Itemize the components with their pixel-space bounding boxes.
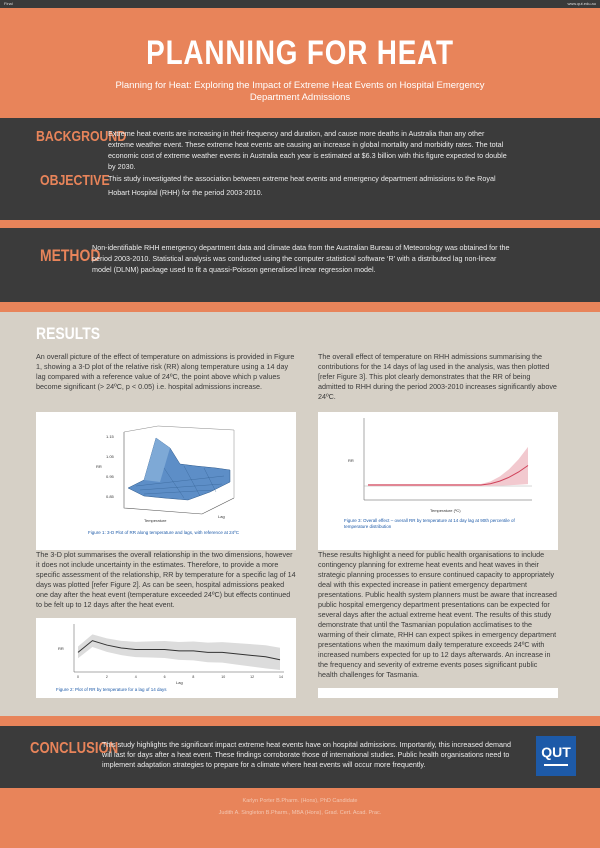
background-text: Extreme heat events are increasing in their frequency and duration, and cause more deaths in Australia than any other extreme weather event. These extreme heat events are causing an increase in global mortality and morbidity rates. The total economic cost of extreme weather events in Australia each year is estimated at $6.3 billion with this figure expected to double by 2030. — [108, 129, 507, 171]
figure-2-plot — [52, 618, 292, 686]
fig2-x-tick-8: 8 — [192, 675, 195, 679]
results-panel — [0, 312, 600, 716]
figure-3-caption: Figure 3: Overall effect – overall RR by temperature at 14 day lag at 90th percentile of temperature distribution — [344, 518, 515, 529]
fig1-x-label: Temperature — [144, 518, 167, 523]
fig2-x-tick-12: 12 — [250, 675, 255, 679]
figure-1 — [84, 418, 248, 540]
fig1-y-label: Lag — [218, 514, 225, 519]
fig1-z-tick-4: 0.85 — [106, 494, 114, 499]
method-heading: METHOD — [40, 246, 101, 265]
fig2-x-label: Lag — [176, 680, 183, 685]
fig1-z-tick-1: 1.15 — [106, 434, 114, 439]
conclusion-heading: CONCLUSION — [30, 740, 119, 757]
poster-header — [0, 8, 600, 118]
results-para-4-text: These results highlight a need for public health organisations to include contingency planning for extreme heat events and heat waves in their strategic planning processes to ensure continued capacity to appropriately deal with this expected increase in patient emergency department presentations. Public health system planners must be aware that increased public hospital emergency department presentations can be expected for several days after the actual extreme heat event. The results of this study demonstrate that until the Tasmanian population acclimatises to the warming of their climate, RHH can expect spikes in emergency department presentations when the maximum daily temperature exceeds 24ºC with increased numbers expected for up to 12 days afterwards. An increase in the frequency and severity of extreme events poses significant public health challenges for Tasmania. — [318, 550, 557, 679]
qut-logo-text: QUT — [541, 744, 571, 760]
browser-bar-left: Final — [4, 1, 13, 6]
footer — [0, 788, 600, 848]
figure-2 — [52, 618, 292, 698]
results-heading: RESULTS — [36, 324, 101, 343]
poster-subtitle: Planning for Heat: Exploring the Impact of Extreme Heat Events on Hospital Emergency Department Admissions — [115, 80, 485, 103]
qut-logo — [536, 736, 576, 776]
fig3-x-label: Temperature (ºC) — [430, 508, 461, 513]
fig2-y-label: RR — [58, 646, 64, 651]
objective-text: This study investigated the association between extreme heat events and emergency department admissions to the Royal Hobart Hospital (RHH) for the period 2003-2010. — [108, 174, 496, 197]
fig2-x-tick-6: 6 — [163, 675, 166, 679]
qut-logo-underline — [544, 764, 568, 766]
conclusion-band — [0, 726, 600, 788]
background-heading: BACKGROUND — [36, 128, 127, 145]
fig2-x-tick-0: 0 — [77, 675, 79, 679]
results-para-3 — [36, 550, 296, 618]
footer-author-2: Judith A. Singleton B.Pharm., MBA (Hons), Grad. Cert. Acad. Prac. — [218, 810, 382, 816]
figure-3-plot — [340, 412, 540, 518]
results-para-4 — [318, 550, 558, 688]
fig2-x-tick-10: 10 — [221, 675, 226, 679]
figure-3 — [340, 412, 540, 536]
results-para-1 — [36, 352, 296, 412]
fig1-z-label: RR — [96, 464, 102, 469]
fig3svg-confidence-band — [368, 447, 528, 486]
fig2svg-confidence-band — [78, 634, 280, 670]
figure-1-caption: Figure 1: 3-D Plot of RR along temperature and lags, with reference at 24ºC — [88, 530, 239, 535]
results-para-2-text: The overall effect of temperature on RHH admissions summarising the contributions for the 14 days of lag used in the analysis, was then plotted [refer Figure 3]. This plot clearly demonstrates that the RR of being admitted to RHH during the period 2003-2010 increases significantly above 24ºC. — [318, 352, 557, 401]
fig1-z-tick-3: 0.95 — [106, 474, 114, 479]
fig3-y-label: RR — [348, 458, 354, 463]
method-band — [0, 228, 600, 302]
method-text: Non-identifiable RHH emergency department data and climate data from the Australian Bureau of Meteorology was obtained for the period 2003-2010. Statistical analysis was conducted using the computer statistical software ‘R’ with a distributed lag non-linear model (DLNM) package used to fit a quassi-Poisson generalised linear regression model. — [92, 243, 510, 274]
footer-author-1: Karlyn Porter B.Pharm. (Hons), PhD Candidate — [242, 798, 358, 804]
background-objective-band — [0, 118, 600, 220]
results-para-2 — [318, 352, 558, 412]
results-para-1-text: An overall picture of the effect of temperature on admissions is provided in Figure 1, showing a 3-D plot of the relative risk (RR) along temperature using a 14 day lag compared with a reference value of 24ºC, the point above which p values become significant (> 24ºC, p < 0.05) i.e. hospital admissions increase. — [36, 352, 295, 391]
figure-1-plot — [84, 418, 248, 530]
poster-title: PLANNING FOR HEAT — [146, 34, 454, 72]
fig2-x-tick-14: 14 — [279, 675, 283, 679]
fig2-x-tick-4: 4 — [134, 675, 137, 679]
browser-bar-right: www.qut.edu.au — [567, 1, 596, 6]
browser-bar — [0, 0, 600, 8]
fig1-z-tick-2: 1.05 — [106, 454, 114, 459]
objective-heading: OBJECTIVE — [40, 172, 110, 189]
conclusion-text: This study highlights the significant impact extreme heat events have on hospital admissions. Importantly, this increased demand will last for days after a heat event. These findings corroborate those of international studies. Public health organisations need to implement adaptation strategies to prepare for a climate where heat events will occur more frequently. — [102, 740, 511, 769]
figure-2-caption: Figure 2: Plot of RR by temperature for a lag of 14 days — [56, 687, 167, 692]
fig2-x-tick-2: 2 — [105, 675, 108, 679]
results-para-3-text: The 3-D plot summarises the overall relationship in the two dimensions, however it does not include uncertainty in the estimates. Therefore, to provide a more specific assessment of the relationship, RR by temperature for a specific lag of 14 days was plotted [refer Figure 2]. As can be seen, hospital admissions peaked one day after the heat event (temperature exceeded 24ºC) but effects continued to be felt up to 12 days after the heat event. — [36, 550, 296, 609]
